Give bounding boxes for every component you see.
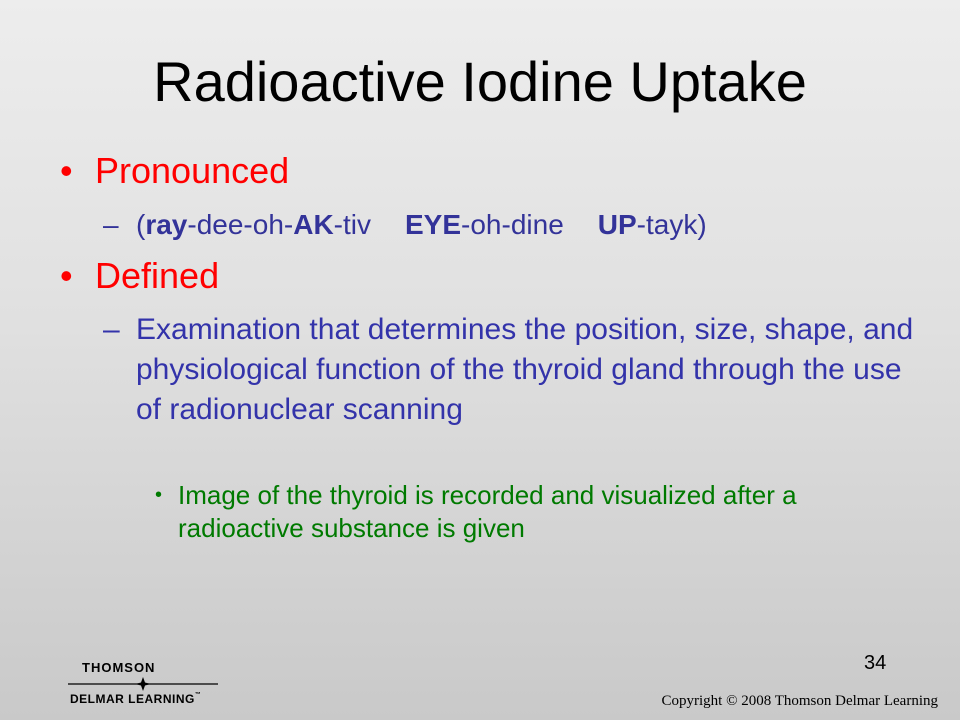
page-number: 34 <box>864 652 887 674</box>
definition-line <box>103 310 923 430</box>
pronunciation-text: (ray-dee-oh-AK-tiv EYE-oh-dine UP-tayk) <box>136 209 707 240</box>
heading-defined: Defined <box>95 255 220 296</box>
slide-title: Radioactive Iodine Uptake <box>153 50 807 113</box>
bullet-marker: • <box>60 255 73 296</box>
logo-bottom-text: DELMAR LEARNING™ <box>70 692 202 706</box>
sub-bullet-line <box>155 479 875 545</box>
bullet-marker: • <box>60 150 73 191</box>
bullet-pronounced <box>60 150 289 192</box>
copyright-notice: Copyright © 2008 Thomson Delmar Learning <box>661 693 938 709</box>
heading-pronounced: Pronounced <box>95 150 290 191</box>
publisher-logo <box>68 660 218 710</box>
sub-bullet-text: Image of the thyroid is recorded and visualized after a radioactive substance is given <box>178 480 797 543</box>
dash-marker: – <box>103 313 120 346</box>
bullet-defined <box>60 255 219 297</box>
definition-text: Examination that determines the position, size, shape, and physiological function of the thyroid gland through the use of radionuclear scanning <box>136 313 914 426</box>
dash-marker: – <box>103 209 119 240</box>
pronunciation-line <box>103 205 923 245</box>
logo-top-text: THOMSON <box>82 660 156 675</box>
logo-star-rule-icon <box>68 677 218 691</box>
sub-bullet-marker: • <box>155 484 163 506</box>
